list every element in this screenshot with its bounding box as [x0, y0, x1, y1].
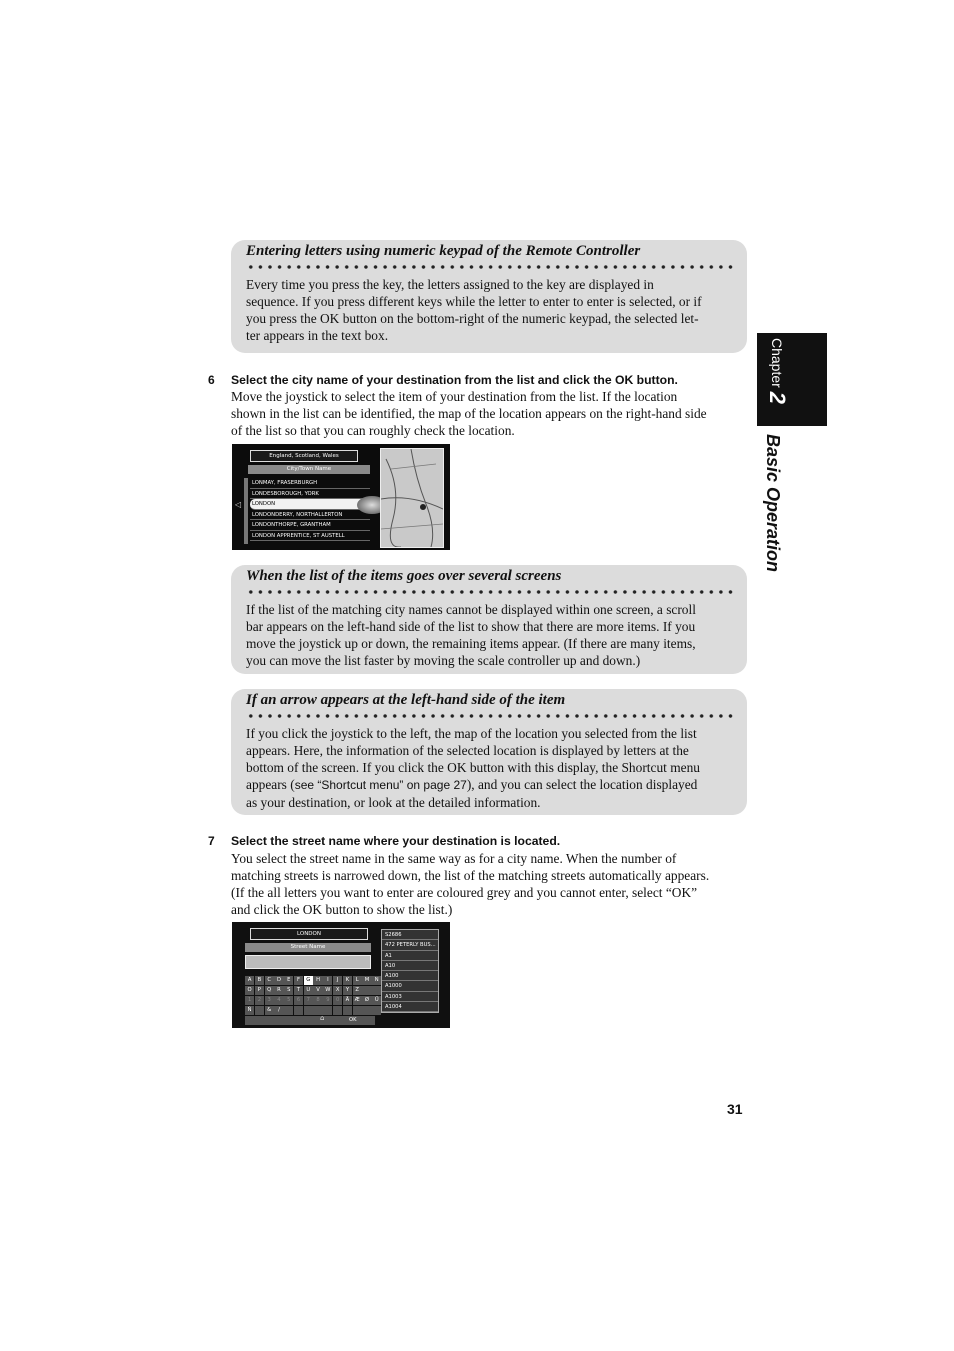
keyboard-key: [353, 1006, 362, 1015]
note-title: When the list of the items goes over several screens: [246, 568, 562, 584]
keyboard-key: J: [333, 976, 342, 985]
keyboard-row: [245, 1006, 375, 1016]
keyboard-key: H: [313, 976, 322, 985]
keyboard-key: 3: [265, 996, 274, 1005]
dotted-divider: [246, 589, 733, 595]
keyboard-key: [372, 986, 381, 995]
step-heading: Select the street name where your destination is located.: [231, 834, 561, 848]
keyboard-key: F: [294, 976, 303, 985]
map-roads-icon: [381, 449, 443, 547]
page-reference-link[interactable]: see “Shortcut menu” on page 27: [294, 778, 467, 792]
note-box-remote-keypad: [231, 240, 747, 353]
keyboard-key: Ø: [362, 996, 371, 1005]
keyboard-key: M: [362, 976, 371, 985]
keyboard-key: /: [274, 1006, 283, 1015]
keyboard-key: [304, 1006, 313, 1015]
keyboard-key: R: [274, 986, 283, 995]
chapter-number: 2: [765, 391, 790, 404]
keyboard-key: Æ: [353, 996, 362, 1005]
on-screen-keyboard: [245, 976, 379, 1016]
note-title: If an arrow appears at the left-hand side of the item: [246, 692, 566, 708]
step-number: 7: [208, 834, 215, 848]
ok-key: OK: [349, 1017, 357, 1023]
home-icon: ⌂: [320, 1014, 325, 1022]
keyboard-key: N: [372, 976, 381, 985]
chapter-label: Chapter 2: [765, 338, 790, 404]
list-item: LONMAY, FRASERBURGH: [250, 478, 370, 489]
list-item: 472 PETERLY BUS...: [382, 940, 438, 950]
list-item: A10: [382, 961, 438, 971]
city-list: [250, 478, 370, 541]
keyboard-row: [245, 996, 379, 1006]
city-header: LONDON: [250, 928, 368, 940]
list-item: LONDON APPRENTICE, ST AUSTELL: [250, 531, 370, 542]
keyboard-key: &: [265, 1006, 274, 1015]
street-name-input: [245, 955, 371, 969]
keyboard-key: 0: [333, 996, 342, 1005]
keyboard-row: [245, 986, 375, 996]
keyboard-key: [362, 986, 371, 995]
dotted-divider: [246, 264, 733, 270]
keyboard-key: Q: [265, 986, 274, 995]
keyboard-key: S: [284, 986, 293, 995]
keyboard-key: [255, 1006, 264, 1015]
keyboard-key: Z: [353, 986, 362, 995]
keyboard-key: E: [284, 976, 293, 985]
keyboard-key: W: [323, 986, 332, 995]
note-body: If the list of the matching city names cannot be displayed within one screen, a scroll bar appears on the left-hand side of the list to show that there are more items. If you move the joystick up or down, the remaining items appear. (If there are many items, you can move the list faster by moving the scale controller up and down.): [246, 602, 696, 668]
keyboard-key: 7: [304, 996, 313, 1005]
keyboard-key: 9: [323, 996, 332, 1005]
location-map: [380, 448, 444, 548]
scroll-bar: [244, 478, 248, 544]
list-item: LONDESBOROUGH, YORK: [250, 489, 370, 500]
keyboard-key: [343, 1006, 352, 1015]
keyboard-key: X: [333, 986, 342, 995]
keyboard-key: P: [255, 986, 264, 995]
step-body: You select the street name in the same way as for a city name. When the number of matching streets is narrowed down, the list of the matching streets automatically appears. (If the all letters you want to enter are coloured grey and you cannot enter, select “OK” and click the OK button to show the list.): [231, 851, 710, 917]
keyboard-key: O: [245, 986, 254, 995]
list-item: A1003: [382, 992, 438, 1002]
keyboard-key: 8: [313, 996, 322, 1005]
list-subheader: City/Town Name: [248, 465, 370, 474]
note-box-several-screens: [231, 565, 747, 674]
section-title: Basic Operation: [763, 434, 783, 573]
keyboard-key: [333, 1006, 342, 1015]
keyboard-key: K: [343, 976, 352, 985]
keyboard-key: A: [245, 976, 254, 985]
step-heading: Select the city name of your destination from the list and click the OK button.: [231, 373, 678, 387]
list-item: A1004: [382, 1002, 438, 1012]
street-name-subheader: Street Name: [245, 943, 371, 952]
list-item: LONDONDERRY, NORTHALLERTON: [250, 510, 370, 521]
keyboard-key: 2: [255, 996, 264, 1005]
keyboard-key: [294, 1006, 303, 1015]
keyboard-key: 5: [284, 996, 293, 1005]
note-body: Every time you press the key, the letters assigned to the key are displayed in sequence. If you press different keys while the letter to enter to enter is selected, or if you press the OK button on the bottom-right of the numeric keypad, the selected let- ter appears in the text box.: [246, 277, 702, 343]
keyboard-key: Y: [343, 986, 352, 995]
keyboard-key: Ñ: [245, 1006, 254, 1015]
step-body: Move the joystick to select the item of your destination from the list. If the location shown in the list can be identified, the map of the location appears on the right-hand side of the list so that you can roughly check the location.: [231, 389, 707, 438]
keyboard-key: [284, 1006, 293, 1015]
keyboard-key: [323, 1006, 332, 1015]
keyboard-key: [362, 1006, 371, 1015]
keyboard-key: V: [313, 986, 322, 995]
page-number: 31: [727, 1101, 743, 1117]
list-item: A1000: [382, 981, 438, 991]
keyboard-key: I: [323, 976, 332, 985]
list-item: A100: [382, 971, 438, 981]
keyboard-key: L: [353, 976, 362, 985]
note-title: Entering letters using numeric keypad of the Remote Controller: [246, 243, 641, 259]
keyboard-key: [372, 1006, 381, 1015]
note-box-left-arrow: [231, 689, 747, 815]
keyboard-key: Ä: [343, 996, 352, 1005]
list-item: A1: [382, 951, 438, 961]
keyboard-key: G: [304, 976, 313, 985]
keyboard-key: B: [255, 976, 264, 985]
list-item: S2686: [382, 930, 438, 940]
keyboard-key: Ü: [372, 996, 381, 1005]
street-name-screenshot: [232, 922, 450, 1028]
list-item: LONDONTHORPE, GRANTHAM: [250, 520, 370, 531]
left-arrow-icon: ◁: [235, 500, 242, 509]
keyboard-key: D: [274, 976, 283, 985]
street-list: [381, 929, 439, 1013]
keyboard-key: U: [304, 986, 313, 995]
list-item-selected: LONDON: [250, 499, 370, 510]
region-header: England, Scotland, Wales: [250, 450, 358, 462]
note-body: If you click the joystick to the left, the map of the location you selected from the list appears. Here, the information of the selected location is displayed by letters at the bottom of the screen. If you click the OK button with this display, the Shortcut menu appears (see “Shortcut menu” on page 27), and you can select the location displayed as your destination, or look at the detailed information.: [246, 726, 700, 810]
keyboard-key: 6: [294, 996, 303, 1005]
keyboard-key: 1: [245, 996, 254, 1005]
keyboard-key: 4: [274, 996, 283, 1005]
city-list-screenshot: [232, 444, 450, 550]
dotted-divider: [246, 713, 733, 719]
keyboard-row: [245, 976, 379, 986]
step-number: 6: [208, 373, 215, 387]
keyboard-key: T: [294, 986, 303, 995]
keyboard-key: C: [265, 976, 274, 985]
